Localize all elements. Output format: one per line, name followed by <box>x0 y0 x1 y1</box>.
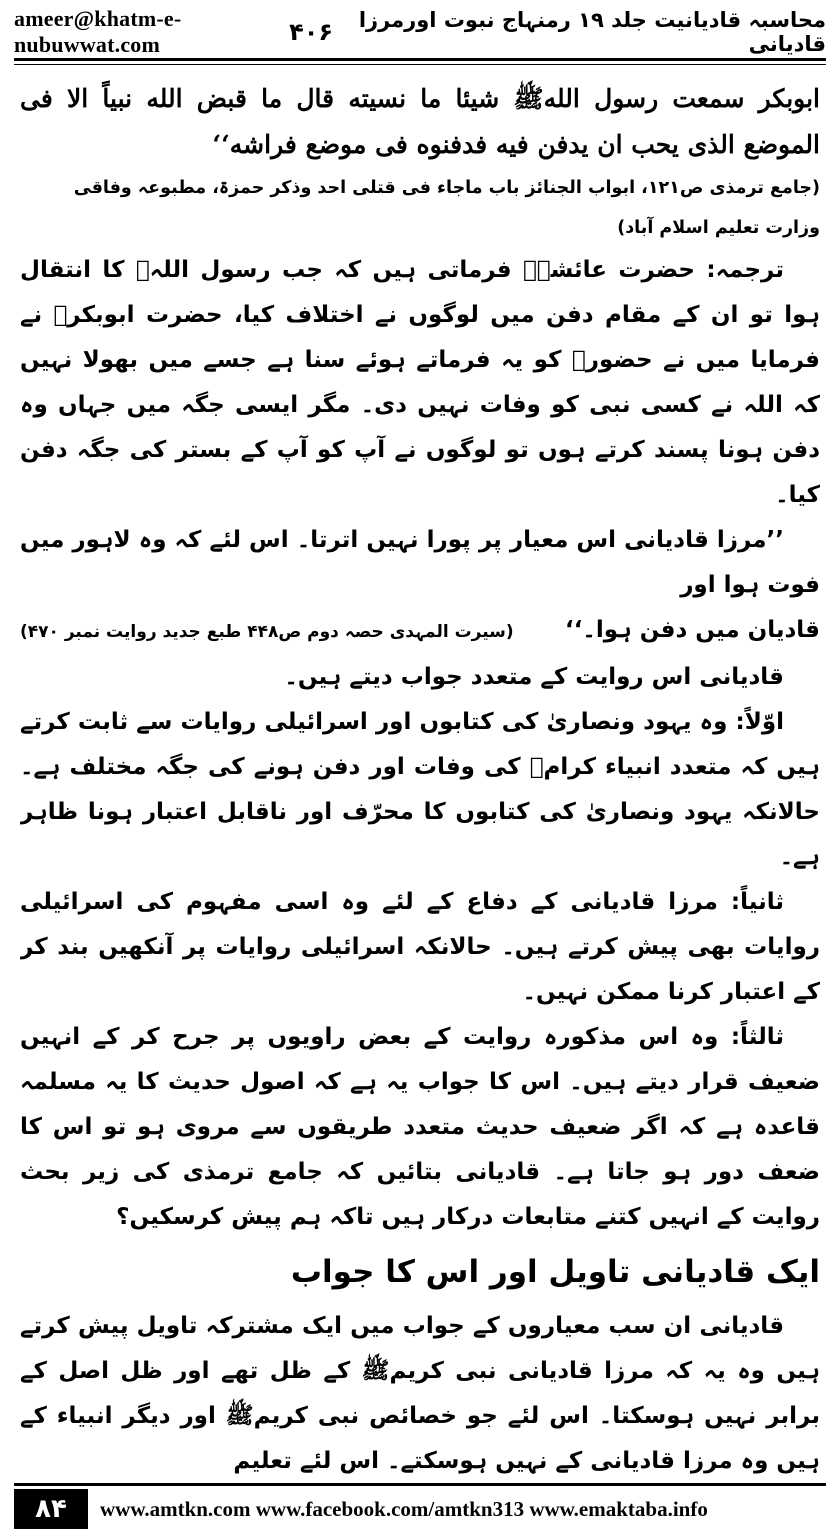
page-footer <box>14 1483 826 1532</box>
page-content <box>20 76 820 1476</box>
section-heading: ایک قادیانی تاویل اور اس کا جواب <box>290 1254 820 1290</box>
header-title-group <box>289 8 826 56</box>
footer-links: www.amtkn.com www.facebook.com/amtkn313 www.emaktaba.info <box>100 1496 708 1521</box>
point-third: ثالثاً: وہ اس مذکورہ روایت کے بعض راویوں پر جرح کر کے انہیں ضعیف قرار دیتے ہیں۔ اس کا جواب یہ ہے کہ اصول حدیث کا یہ مسلمہ قاعدہ ہے کہ اگر ضعیف حدیث متعدد طریقوں سے مروی ہو تو اس کا ضعف دور ہو جاتا ہے۔ قادیانی بتائیں کہ جامع ترمذی کی زیر بحث روایت کے انہیں کتنے متابعات درکار ہیں تاکہ ہم پیش کرسکیں؟ <box>20 1024 820 1230</box>
arabic-hadith-text: ابوبکر سمعت رسول اللهﷺ شیئا ما نسیته قال ما قبض الله نبیاً الا فی الموضع الذی یحب ان یدفن فیه فدفنوه فی موضع فراشه‘‘ <box>20 84 820 159</box>
header-rule-thin <box>14 64 826 65</box>
point-second: ثانیاً: مرزا قادیانی کے دفاع کے لئے وہ اسی مفہوم کی اسرائیلی روایات بھی پیش کرتے ہیں۔ حالانکہ اسرائیلی روایات پر آنکھیں بند کر کے اعتبار کرنا ممکن نہیں۔ <box>20 889 820 1005</box>
page-header <box>14 6 826 57</box>
footer-page-number: ۸۴ <box>14 1489 88 1529</box>
quote-end-text: قادیان میں دفن ہوا۔‘‘ <box>564 617 820 643</box>
translation-paragraph: ترجمہ: حضرت عائشہؓ فرماتی ہیں کہ جب رسول اللہﷺ کا انتقال ہوا تو ان کے مقام دفن میں لوگوں نے اختلاف کیا، حضرت ابوبکرؓ نے فرمایا میں نے حضورؑ کو یہ فرماتے ہوئے سنا ہے جسے میں بھولا نہیں کہ اللہ نے کسی نبی کو وفات نہیں دی۔ مگر ایسی جگہ میں جہاں وہ دفن ہونا پسند کرتے ہوں تو لوگوں نے آپ کو آپ کے بستر کی جگہ دفن کیا۔ <box>20 257 820 508</box>
qadiani-answers-line: قادیانی اس روایت کے متعدد جواب دیتے ہیں۔ <box>284 664 784 690</box>
quote-end-row <box>20 608 820 655</box>
quote-mirza: ’’مرزا قادیانی اس معیار پر پورا نہیں اترتا۔ اس لئے کہ وہ لاہور میں فوت ہوا اور <box>20 527 820 598</box>
header-email: ameer@khatm-e-nubuwwat.com <box>14 6 182 57</box>
final-paragraph: قادیانی ان سب معیاروں کے جواب میں ایک مشترکہ تاویل پیش کرتے ہیں وہ یہ کہ مرزا قادیانی نبی کریمﷺ کے ظل تھے اور ظل اصل کے برابر نہیں ہوسکتا۔ اس لئے جو خصائص نبی کریمﷺ اور دیگر انبیاء کے ہیں وہ مرزا قادیانی کے نہیں ہوسکتے۔ اس لئے تعلیم <box>20 1313 820 1474</box>
citation-seerat: (سیرت المہدی حصہ دوم ص۴۴۸ طبع جدید روایت نمبر ۴۷۰) <box>20 622 514 642</box>
point-first: اوّلاً: وہ یہود ونصاریٰ کی کتابوں اور اسرائیلی روایات سے ثابت کرتے ہیں کہ متعدد انبیاء کرامؑ کی وفات اور دفن ہونے کی جگہ مختلف ہے۔ حالانکہ یہود ونصاریٰ کی کتابوں کا محرّف اور ناقابل اعتبار ہونا ظاہر ہے۔ <box>20 709 820 870</box>
citation-tirmidhi: (جامع ترمذی ص۱۲۱، ابواب الجنائز باب ماجاء فی قتلی احد وذکر حمزۃ، مطبوعہ وفاقی وزارت تعلیم اسلام آباد) <box>73 178 820 238</box>
header-page-number: ۴۰۶ <box>289 18 334 46</box>
header-rule-thick <box>14 58 826 61</box>
header-book-title: محاسبہ قادیانیت جلد ۱۹ رمنہاج نبوت اورمرزا قادیانی <box>358 8 826 56</box>
